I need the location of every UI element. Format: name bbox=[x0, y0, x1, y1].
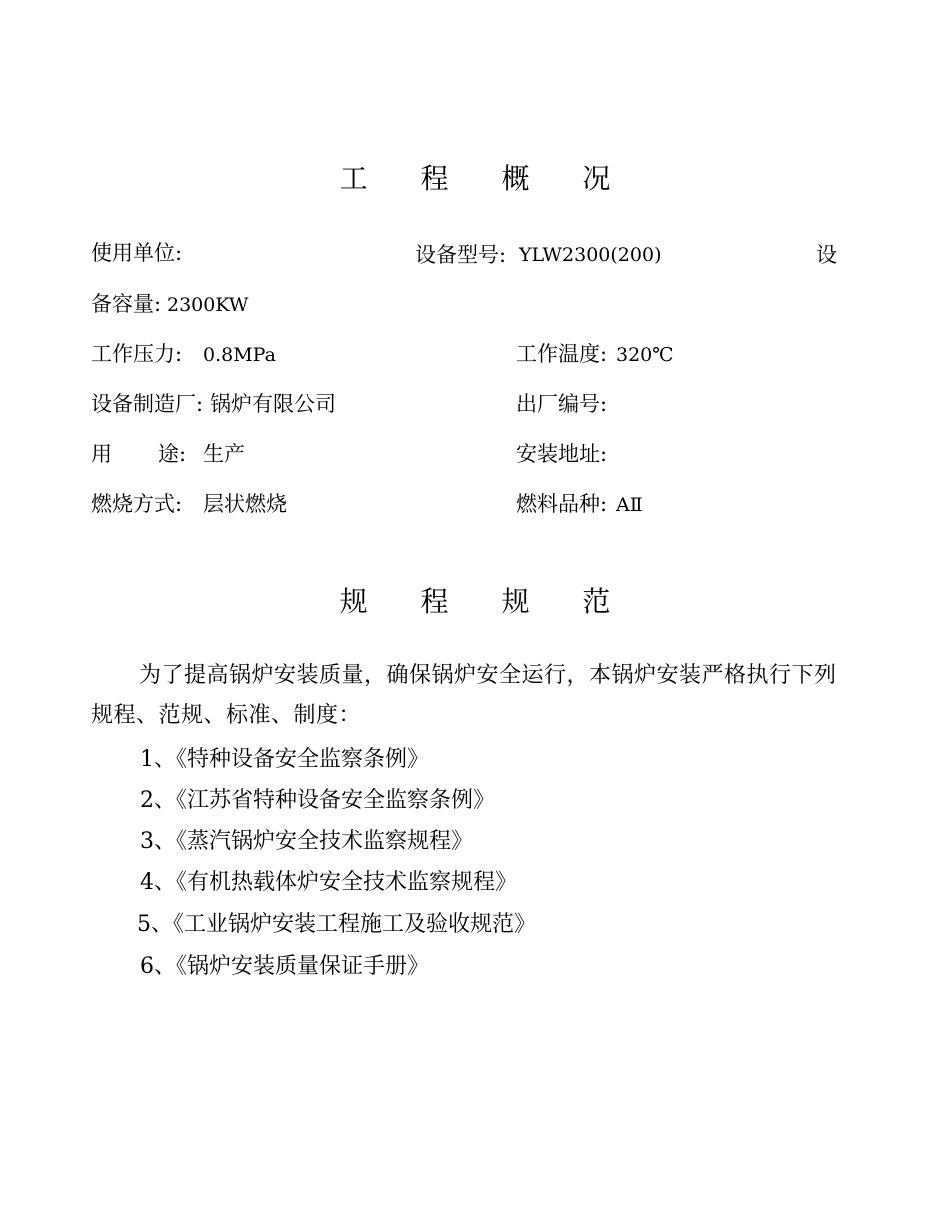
regulation-item-2: 2、《江苏省特种设备安全监察条例》 bbox=[140, 788, 495, 813]
user-unit-label: 使用单位: bbox=[91, 241, 183, 265]
combustion-method-label: 燃烧方式: bbox=[91, 492, 183, 516]
fuel-type-label: 燃料品种: bbox=[516, 492, 608, 516]
equipment-capacity-label-start: 设 bbox=[816, 243, 837, 267]
regulation-item-4: 4、《有机热载体炉安全技术监察规程》 bbox=[140, 870, 517, 895]
regulation-item-3: 3、《蒸汽锅炉安全技术监察规程》 bbox=[140, 829, 473, 854]
manufacturer-value: 锅炉有限公司 bbox=[210, 392, 336, 416]
equipment-capacity-label: 备容量: bbox=[91, 292, 162, 316]
equipment-capacity-value: 2300KW bbox=[167, 294, 249, 316]
regulation-item-5: 5、《工业锅炉安装工程施工及验收规范》 bbox=[137, 912, 536, 937]
manufacturer-label: 设备制造厂: bbox=[91, 392, 204, 416]
fuel-type-value: AⅡ bbox=[616, 494, 643, 516]
working-temperature-label: 工作温度: bbox=[516, 342, 608, 366]
working-pressure-value: 0.8MPa bbox=[203, 344, 276, 366]
regulation-item-1: 1、《特种设备安全监察条例》 bbox=[140, 747, 429, 772]
usage-label-char2: 途: bbox=[158, 442, 187, 466]
regulations-intro-paragraph: 为了提高锅炉安装质量，确保锅炉安全运行，本锅炉安装严格执行下列规程、范规、标准、制度： bbox=[91, 663, 837, 728]
section-title-regulations: 规 程 规 范 bbox=[339, 585, 633, 618]
usage-label-char1: 用 bbox=[91, 442, 112, 466]
combustion-method-value: 层状燃烧 bbox=[203, 492, 287, 516]
working-pressure-label: 工作压力: bbox=[91, 342, 183, 366]
section-title-project-overview: 工 程 概 况 bbox=[339, 162, 633, 195]
usage-value: 生产 bbox=[203, 442, 245, 466]
equipment-model-value: YLW2300(200) bbox=[519, 244, 662, 266]
serial-number-label: 出厂编号: bbox=[516, 392, 608, 416]
install-address-label: 安装地址: bbox=[516, 442, 608, 466]
equipment-model-label: 设备型号: bbox=[415, 243, 507, 267]
regulation-item-6: 6、《锅炉安装质量保证手册》 bbox=[140, 954, 429, 979]
working-temperature-value: 320℃ bbox=[616, 344, 674, 366]
